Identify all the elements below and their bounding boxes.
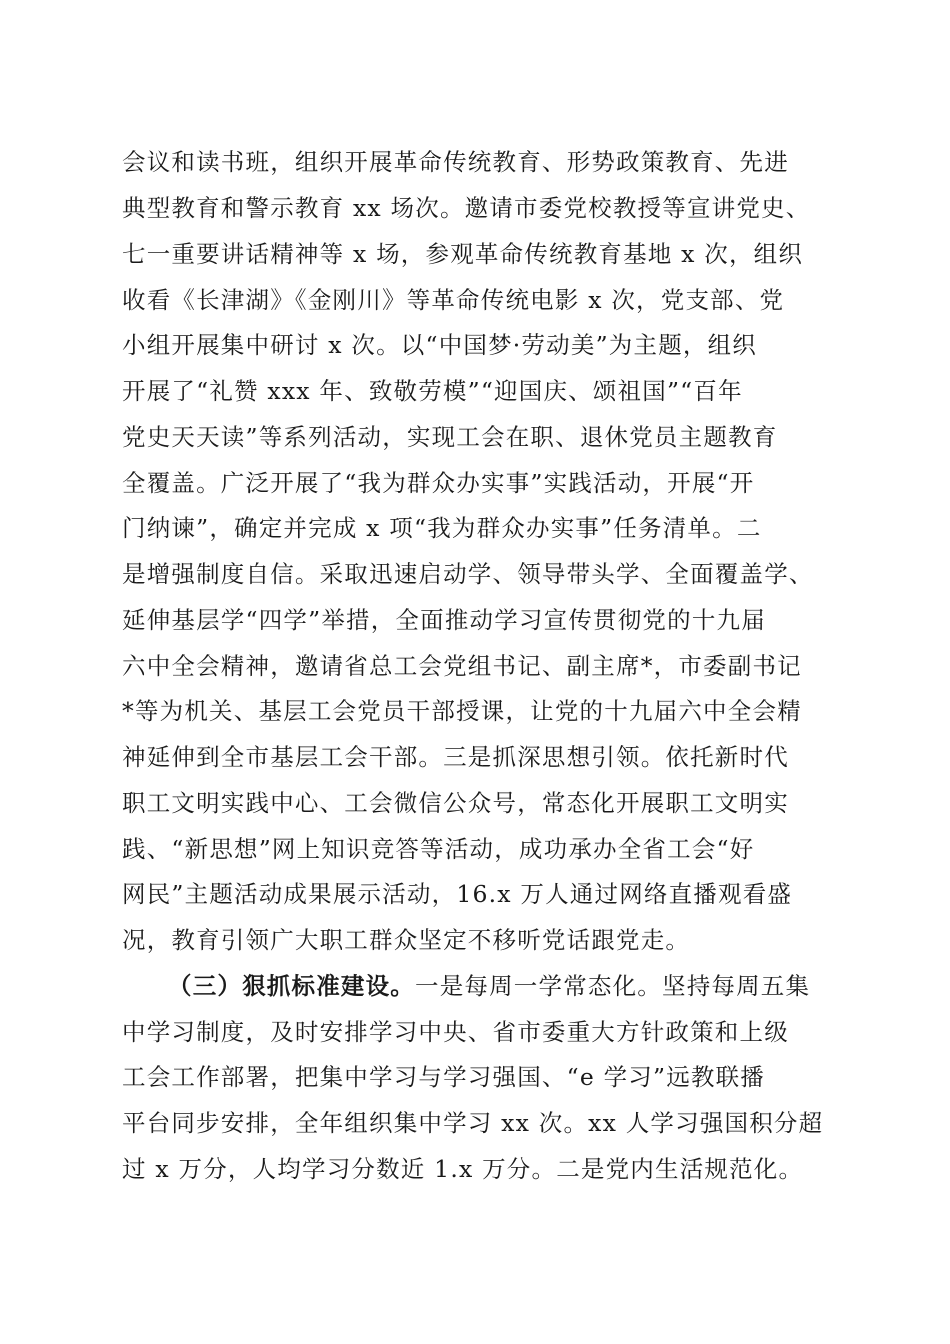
section-3-first-text: 一是每周一学常态化。坚持每周五集 (415, 972, 811, 1000)
body-line: 过 x 万分，人均学习分数近 1.x 万分。二是党内生活规范化。 (122, 1155, 804, 1183)
body-line: *等为机关、基层工会党员干部授课，让党的十九届六中全会精 (122, 697, 802, 725)
body-line: 全覆盖。广泛开展了“我为群众办实事”实践活动，开展“开 (122, 469, 755, 497)
body-line: 是增强制度自信。采取迅速启动学、领导带头学、全面覆盖学、 (122, 560, 814, 588)
body-line: 延伸基层学“四学”举措，全面推动学习宣传贯彻党的十九届 (122, 606, 766, 634)
body-line: 门纳谏”，确定并完成 x 项“我为群众办实事”任务清单。二 (122, 514, 762, 542)
section-3-first-line (168, 971, 810, 1001)
body-line: 平台同步安排，全年组织集中学习 xx 次。xx 人学习强国积分超 (122, 1109, 824, 1137)
body-line: 践、“新思想”网上知识竞答等活动，成功承办全省工会“好 (122, 835, 755, 863)
body-line: 会议和读书班，组织开展革命传统教育、形势政策教育、先进 (122, 148, 789, 176)
body-line: 职工文明实践中心、工会微信公众号，常态化开展职工文明实 (122, 789, 789, 817)
body-line: 中学习制度，及时安排学习中央、省市委重大方针政策和上级 (122, 1018, 789, 1046)
body-line: 工会工作部署，把集中学习与学习强国、“e 学习”远教联播 (122, 1063, 766, 1091)
body-line: 典型教育和警示教育 xx 场次。邀请市委党校教授等宣讲党史、 (122, 194, 811, 222)
body-line: 神延伸到全市基层工会干部。三是抓深思想引领。依托新时代 (122, 743, 789, 771)
body-line: 况，教育引领广大职工群众坚定不移听党话跟党走。 (122, 926, 691, 954)
section-3-heading: （三）狠抓标准建设。 (168, 972, 415, 1000)
body-line: 网民”主题活动成果展示活动，16.x 万人通过网络直播观看盛 (122, 880, 793, 908)
body-line: 七一重要讲话精神等 x 场，参观革命传统教育基地 x 次，组织 (122, 240, 804, 268)
body-line: 收看《长津湖》《金刚川》等革命传统电影 x 次，党支部、党 (122, 286, 785, 314)
body-line: 小组开展集中研讨 x 次。以“中国梦·劳动美”为主题，组织 (122, 331, 757, 359)
body-line: 六中全会精神，邀请省总工会党组书记、副主席*，市委副书记 (122, 652, 802, 680)
body-line: 开展了“礼赞 xxx 年、致敬劳模”“迎国庆、颂祖国”“百年 (122, 377, 743, 405)
body-line: 党史天天读”等系列活动，实现工会在职、退休党员主题教育 (122, 423, 778, 451)
